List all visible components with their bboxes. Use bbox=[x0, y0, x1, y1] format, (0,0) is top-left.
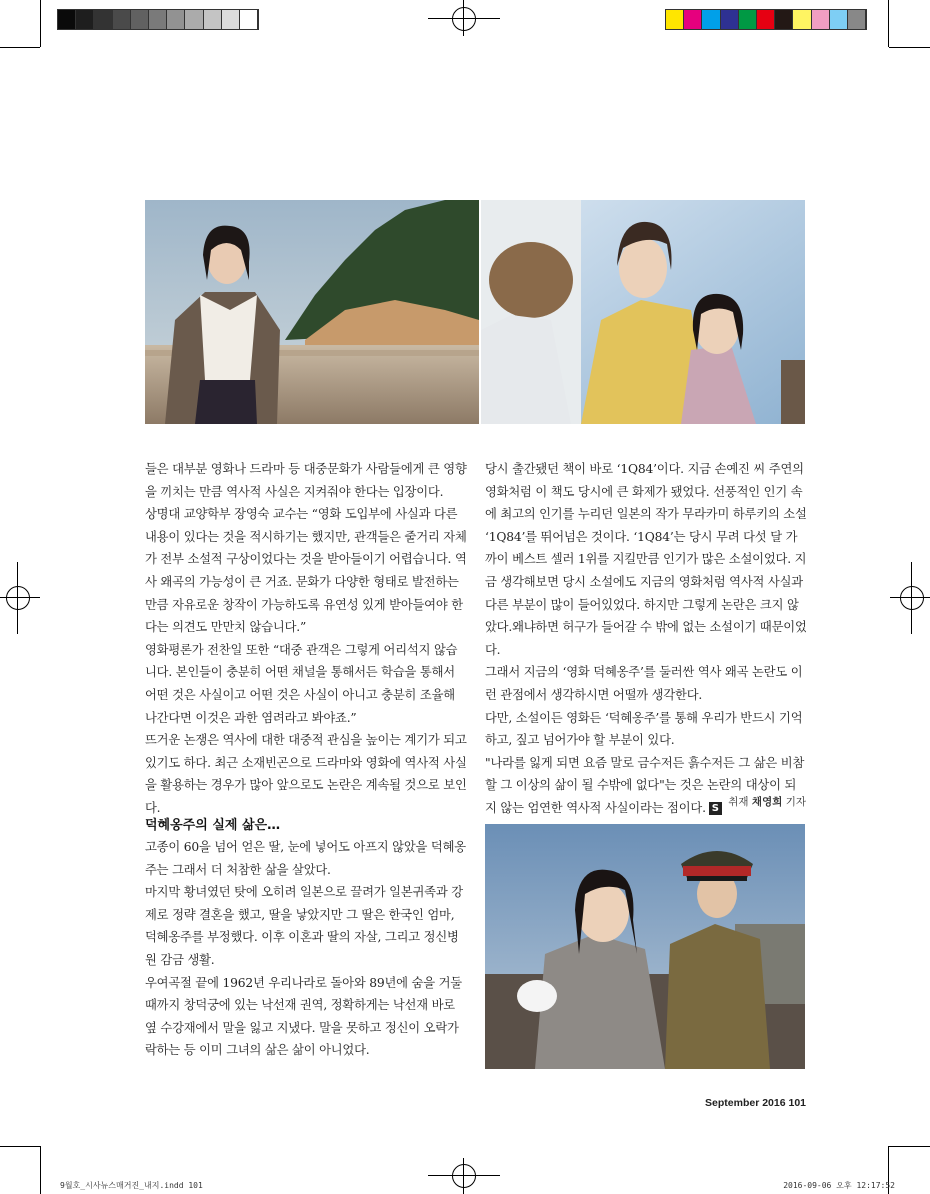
gray-swatch bbox=[131, 10, 149, 29]
byline-prefix: 취재 bbox=[728, 796, 749, 808]
color-swatch bbox=[721, 10, 739, 29]
gray-swatch bbox=[76, 10, 94, 29]
byline-name: 채영희 bbox=[751, 796, 783, 808]
right-paragraph-3: 다만, 소설이든 영화든 ‘덕혜옹주’를 통해 우리가 반드시 기억하고, 짚고 넘어가야 할 부분이 있다. bbox=[485, 710, 803, 748]
right-paragraph-2: 그래서 지금의 ‘영화 덕혜옹주’를 둘러싼 역사 왜곡 논란도 이런 관점에서 생각하시면 어떨까 생각한다. bbox=[485, 665, 803, 702]
gray-swatch bbox=[222, 10, 240, 29]
photo-woman-with-children bbox=[481, 200, 805, 424]
article-column-left-lower bbox=[145, 836, 467, 1062]
color-swatch bbox=[684, 10, 702, 29]
right-paragraph-4-text: "나라를 잃게 되면 요즘 말로 금수저든 흙수저든 그 삶은 비참할 그 이상의 삶이 될 수밖에 없다"는 것은 논란의 대상이 되지 않는 엄연한 역사적 사실이라는 점이다. bbox=[485, 755, 805, 815]
end-mark-icon: S bbox=[709, 802, 722, 815]
gray-swatch bbox=[185, 10, 203, 29]
article-column-right bbox=[485, 458, 807, 820]
gray-swatch bbox=[94, 10, 112, 29]
process-color-bar bbox=[665, 9, 867, 30]
photo-woman-with-soldier bbox=[485, 824, 805, 1069]
color-swatch bbox=[702, 10, 720, 29]
color-swatch bbox=[739, 10, 757, 29]
slug-timestamp: 2016-09-06 오후 12:17:52 bbox=[783, 1181, 895, 1190]
color-swatch bbox=[757, 10, 775, 29]
color-swatch bbox=[775, 10, 793, 29]
gray-swatch bbox=[167, 10, 185, 29]
section-subheading: 덕혜옹주의 실제 삶은… bbox=[145, 818, 281, 833]
color-swatch bbox=[666, 10, 684, 29]
right-paragraph-1: 당시 출간됐던 책이 바로 ‘1Q84’이다. 지금 손예진 씨 주연의 영화처럼 이 책도 당시에 큰 화제가 됐었다. 선풍적인 인기 속에 최고의 인기를 누리던 일본의 작가 무라카미 하루키의 소설 ‘1Q84’를 뛰어넘은 것이다. ‘1Q84’는 당시 무려 다섯 달 가까이 베스트 셀러 1위를 지킬만큼 인기가 많은 소설이었다. 지금 생각해보면 당시 소설에도 지금의 영화처럼 역사적 사실과 다른 부분이 많이 들어있었다. 하지만 그렇게 논란은 크지 않았다.왜냐하면 허구가 들어갈 수 밖에 없는 소설이기 때문이었다. bbox=[485, 462, 807, 657]
left-paragraph-3: 영화평론가 전찬일 또한 “대중 관객은 그렇게 어리석지 않습니다. 본인들이 충분히 어떤 채널을 통해서든 학습을 통해서 어떤 것은 사실이고 어떤 것은 사실이 아니고 충분히 조율해 나간다면 이것은 과한 염려라고 봐야죠.” bbox=[145, 642, 458, 725]
gray-swatch bbox=[240, 10, 258, 29]
color-swatch bbox=[812, 10, 830, 29]
article-column-left bbox=[145, 458, 467, 820]
color-swatch bbox=[830, 10, 848, 29]
byline bbox=[728, 794, 806, 809]
left-paragraph-1: 들은 대부분 영화나 드라마 등 대중문화가 사람들에게 큰 영향을 끼치는 만큼 역사적 사실은 지켜줘야 한다는 입장이다. bbox=[145, 462, 467, 499]
photo-woman-on-beach bbox=[145, 200, 479, 424]
left-lower-paragraph-2: 마지막 황녀였던 탓에 오히려 일본으로 끌려가 일본귀족과 강제로 정략 결혼을 했고, 딸을 낳았지만 그 딸은 한국인 엄마, 덕혜옹주를 부정했다. 이후 이혼과 딸의 자살, 그리고 정신병원 감금 생활. bbox=[145, 885, 463, 967]
gray-swatch bbox=[149, 10, 167, 29]
byline-suffix: 기자 bbox=[785, 796, 806, 808]
gray-swatch bbox=[204, 10, 222, 29]
left-paragraph-4: 뜨거운 논쟁은 역사에 대한 대중적 관심을 높이는 계기가 되고 있기도 하다. 최근 소재빈곤으로 드라마와 영화에 역사적 사실을 활용하는 경우가 많아 앞으로도 논란은 계속될 것으로 보인다. bbox=[145, 733, 467, 815]
color-swatch bbox=[848, 10, 866, 29]
right-paragraph-4 bbox=[485, 752, 807, 820]
page-folio: September 2016 101 bbox=[705, 1097, 806, 1109]
left-lower-paragraph-1: 고종이 60을 넘어 얻은 딸, 눈에 넣어도 아프지 않았을 덕혜옹주는 그래서 더 처참한 삶을 살았다. bbox=[145, 840, 466, 877]
gray-swatch bbox=[58, 10, 76, 29]
left-lower-paragraph-3: 우여곡절 끝에 1962년 우리나라로 돌아와 89년에 숨을 거둘 때까지 창덕궁에 있는 낙선재 권역, 정확하게는 낙선재 바로 옆 수강재에서 말을 잃고 지냈다. 말을 못하고 정신이 오락가락하는 등 이미 그녀의 삶은 삶이 아니었다. bbox=[145, 975, 462, 1058]
left-paragraph-2: 상명대 교양학부 장영숙 교수는 “영화 도입부에 사실과 다른 내용이 있다는 것을 적시하기는 했지만, 관객들은 줄거리 자체가 전부 소설적 구상이었다는 것을 받아들이기 어렵습니다. 역사 왜곡의 가능성이 큰 거죠. 문화가 다양한 형태로 발전하는 만큼 자유로운 창작이 가능하도록 유연성 있게 받아들여야 한다는 의견도 만만치 않습니다.” bbox=[145, 507, 467, 635]
slug-filename: 9월호_시사뉴스매거진_내지.indd 101 bbox=[60, 1181, 203, 1190]
color-swatch bbox=[793, 10, 811, 29]
grayscale-color-bar bbox=[57, 9, 259, 30]
gray-swatch bbox=[113, 10, 131, 29]
